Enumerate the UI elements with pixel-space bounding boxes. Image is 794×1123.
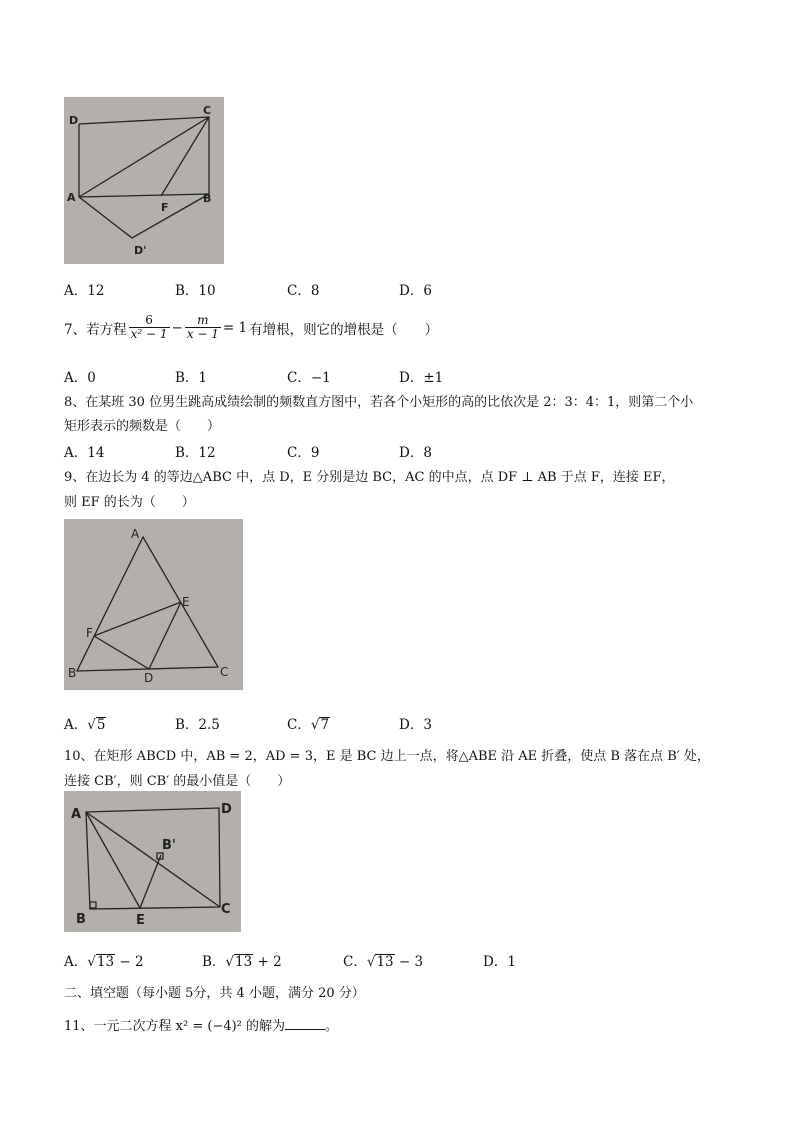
q7-eq: = 1 [222, 319, 248, 336]
fig9-label-e: E [182, 595, 190, 609]
answer-blank[interactable] [285, 1017, 325, 1030]
q10-option-a-radicand: 13 [96, 954, 115, 970]
q7-suffix: 有增根，则它的增根是（ ） [249, 321, 439, 338]
q6-option-d: D．6 [399, 283, 432, 299]
q10-option-a-label: A． [64, 954, 88, 970]
q8-line-2: 矩形表示的频数是（ ） [64, 419, 221, 434]
fig9-label-b: B [68, 666, 77, 680]
q10-line-1: 10、在矩形 ABCD 中，AB = 2，AD = 3，E 是 BC 边上一点，将△ABE 沿 AE 折叠，使点 B 落在点 B′ 处， [64, 749, 710, 764]
sqrt-icon: √ [87, 954, 96, 970]
q10-option-b-radicand: 13 [235, 954, 253, 970]
q10-option-a [64, 950, 144, 970]
q8-option-d: D．8 [399, 445, 432, 461]
q9-option-c-label: C． [287, 717, 311, 733]
q8-option-b: B．12 [175, 445, 216, 461]
fig10-label-bprime: B' [162, 838, 176, 853]
sqrt-icon: √ [366, 954, 376, 970]
figure-equilateral-triangle [64, 519, 243, 690]
q7-option-b: B．1 [175, 370, 208, 386]
fig1-label-b: B [203, 192, 212, 205]
q10-line-2: 连接 CB′，则 CB′ 的最小值是（ ） [64, 774, 291, 789]
q7-prefix: 7、若方程 [64, 321, 127, 338]
sqrt-icon: √ [225, 954, 235, 970]
q9-option-c [287, 713, 330, 733]
q10-option-b-label: B． [202, 954, 226, 970]
q10-option-c-label: C． [343, 954, 367, 970]
fig9-label-f: F [86, 626, 93, 640]
fig1-label-a: A [67, 191, 76, 204]
fig9-label-d: D [144, 671, 154, 685]
fig10-label-b: B [76, 912, 86, 927]
q9-option-b: B．2.5 [175, 717, 220, 733]
q10-option-a-tail: − 2 [115, 954, 144, 970]
q9-option-a [64, 713, 106, 733]
q7-fraction-1 [129, 314, 170, 341]
fig1-label-d: D [69, 114, 79, 127]
q7-den1: x² − 1 [130, 327, 168, 342]
q9-option-a-radicand: 5 [96, 717, 106, 733]
q7-num1: 6 [145, 313, 153, 327]
fig9-label-a: A [131, 527, 140, 541]
q10-option-b-tail: + 2 [253, 954, 282, 970]
q10-option-d: D．1 [483, 954, 516, 970]
q9-option-c-radicand: 7 [320, 717, 330, 733]
fig9-label-c: C [220, 665, 229, 679]
q6-option-b: B．10 [175, 283, 216, 299]
q9-line-2: 则 EF 的长为（ ） [64, 495, 195, 510]
q10-option-c-radicand: 13 [376, 954, 394, 970]
q7-option-a: A．0 [64, 370, 96, 386]
q7-num2: m [197, 313, 209, 327]
q8-line-1: 8、在某班 30 位男生跳高成绩绘制的频数直方图中，若各个小矩形的高的比依次是 2：3：4：1，则第二个小 [64, 395, 694, 410]
q11-prefix: 11、一元二次方程 x² = (−4)² 的解为 [64, 1019, 286, 1034]
q11-suffix: 。 [325, 1019, 339, 1034]
fig1-label-dprime: D' [134, 244, 147, 257]
section-2-heading: 二、填空题（每小题 5分，共 4 小题，满分 20 分） [64, 986, 365, 1001]
q7-question [64, 314, 438, 341]
q8-option-c: C．9 [287, 445, 320, 461]
q7-option-d: D．±1 [399, 370, 444, 386]
sqrt-icon: √ [87, 717, 96, 733]
q6-option-c: C．8 [287, 283, 320, 299]
fig10-label-e: E [136, 913, 145, 928]
q9-option-a-label: A． [64, 717, 88, 733]
q7-option-c: C．−1 [287, 370, 331, 386]
figure-rectangle-fold [64, 97, 224, 264]
figure-rectangle-abcd [64, 791, 241, 932]
sqrt-icon: √ [310, 717, 320, 733]
q7-fraction-2 [185, 314, 221, 341]
q7-minus: − [171, 319, 183, 336]
fig1-label-c: C [203, 104, 212, 117]
fig10-label-a: A [71, 807, 82, 822]
q10-option-b [202, 950, 282, 970]
fig10-label-c: C [221, 902, 231, 917]
q10-option-c [343, 950, 423, 970]
fig1-label-f: F [161, 201, 169, 214]
q6-option-a: A．12 [64, 283, 105, 299]
q9-option-d: D．3 [399, 717, 432, 733]
q7-den2: x − 1 [186, 327, 219, 342]
q10-option-c-tail: − 3 [394, 954, 424, 970]
q11-question [64, 1015, 338, 1034]
fig10-label-d: D [221, 802, 232, 817]
q8-option-a: A．14 [64, 445, 105, 461]
q9-line-1: 9、在边长为 4 的等边△ABC 中，点 D，E 分别是边 BC，AC 的中点，点 DF ⊥ AB 于点 F，连接 EF， [64, 470, 675, 485]
